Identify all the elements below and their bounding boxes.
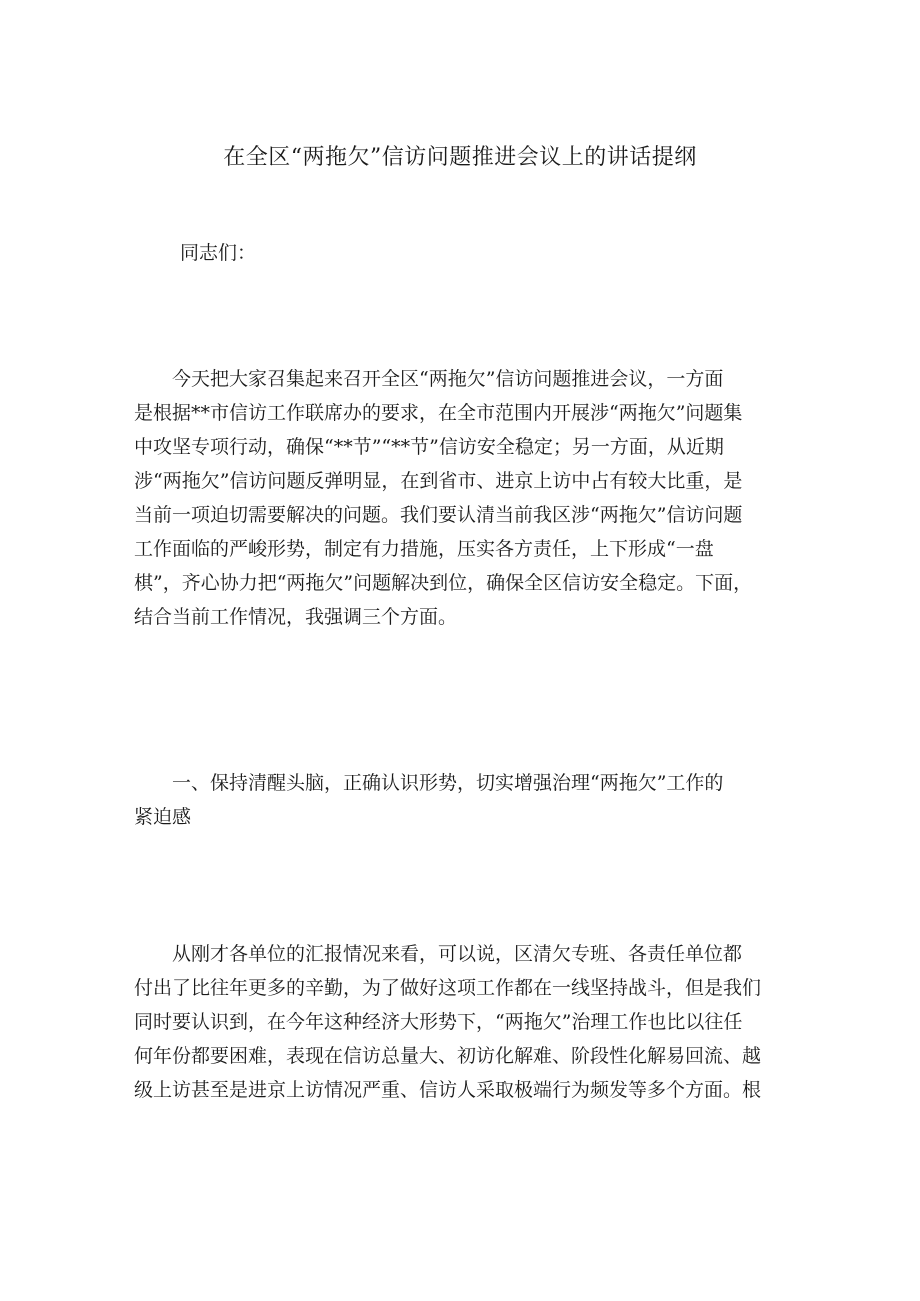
paragraph-line: 是根据**市信访工作联席办的要求，在全市范围内开展涉“两拖欠”问题集 <box>134 402 743 424</box>
paragraph-line: 从刚才各单位的汇报情况来看，可以说，区清欠专班、各责任单位都 <box>172 943 743 965</box>
paragraph-line: 今天把大家召集起来召开全区“两拖欠”信访问题推进会议，一方面 <box>172 368 724 390</box>
paragraph-line: 同时要认识到，在今年这种经济大形势下，“两拖欠”治理工作也比以往任 <box>134 1011 743 1033</box>
paragraph-line: 当前一项迫切需要解决的问题。我们要认清当前我区涉“两拖欠”信访问题 <box>134 504 743 526</box>
paragraph-line: 级上访甚至是进京上访情况严重、信访人采取极端行为频发等多个方面。根 <box>134 1079 762 1101</box>
paragraph-line: 中攻坚专项行动，确保“**节”“**节”信访安全稳定；另一方面，从近期 <box>134 436 724 458</box>
document-title: 在全区“两拖欠”信访问题推进会议上的讲话提纲 <box>223 145 697 170</box>
heading-line: 一、保持清醒头脑，正确认识形势，切实增强治理“两拖欠”工作的 <box>172 772 724 794</box>
paragraph-section-1 <box>134 937 792 1107</box>
paragraph-intro <box>134 362 792 634</box>
paragraph-line: 付出了比往年更多的辛勤，为了做好这项工作都在一线坚持战斗，但是我们 <box>134 977 762 999</box>
salutation: 同志们： <box>180 242 257 264</box>
heading-line: 紧迫感 <box>134 806 192 828</box>
paragraph-line: 棋”，齐心协力把“两拖欠”问题解决到位，确保全区信访安全稳定。下面， <box>134 572 753 594</box>
paragraph-line: 涉“两拖欠”信访问题反弹明显，在到省市、进京上访中占有较大比重，是 <box>134 470 743 492</box>
paragraph-line: 工作面临的严峻形势，制定有力措施，压实各方责任，上下形成“一盘 <box>134 538 714 560</box>
section-heading-1 <box>134 766 792 834</box>
paragraph-line: 结合当前工作情况，我强调三个方面。 <box>134 606 458 628</box>
paragraph-line: 何年份都要困难，表现在信访总量大、初访化解难、阶段性化解易回流、越 <box>134 1045 762 1067</box>
